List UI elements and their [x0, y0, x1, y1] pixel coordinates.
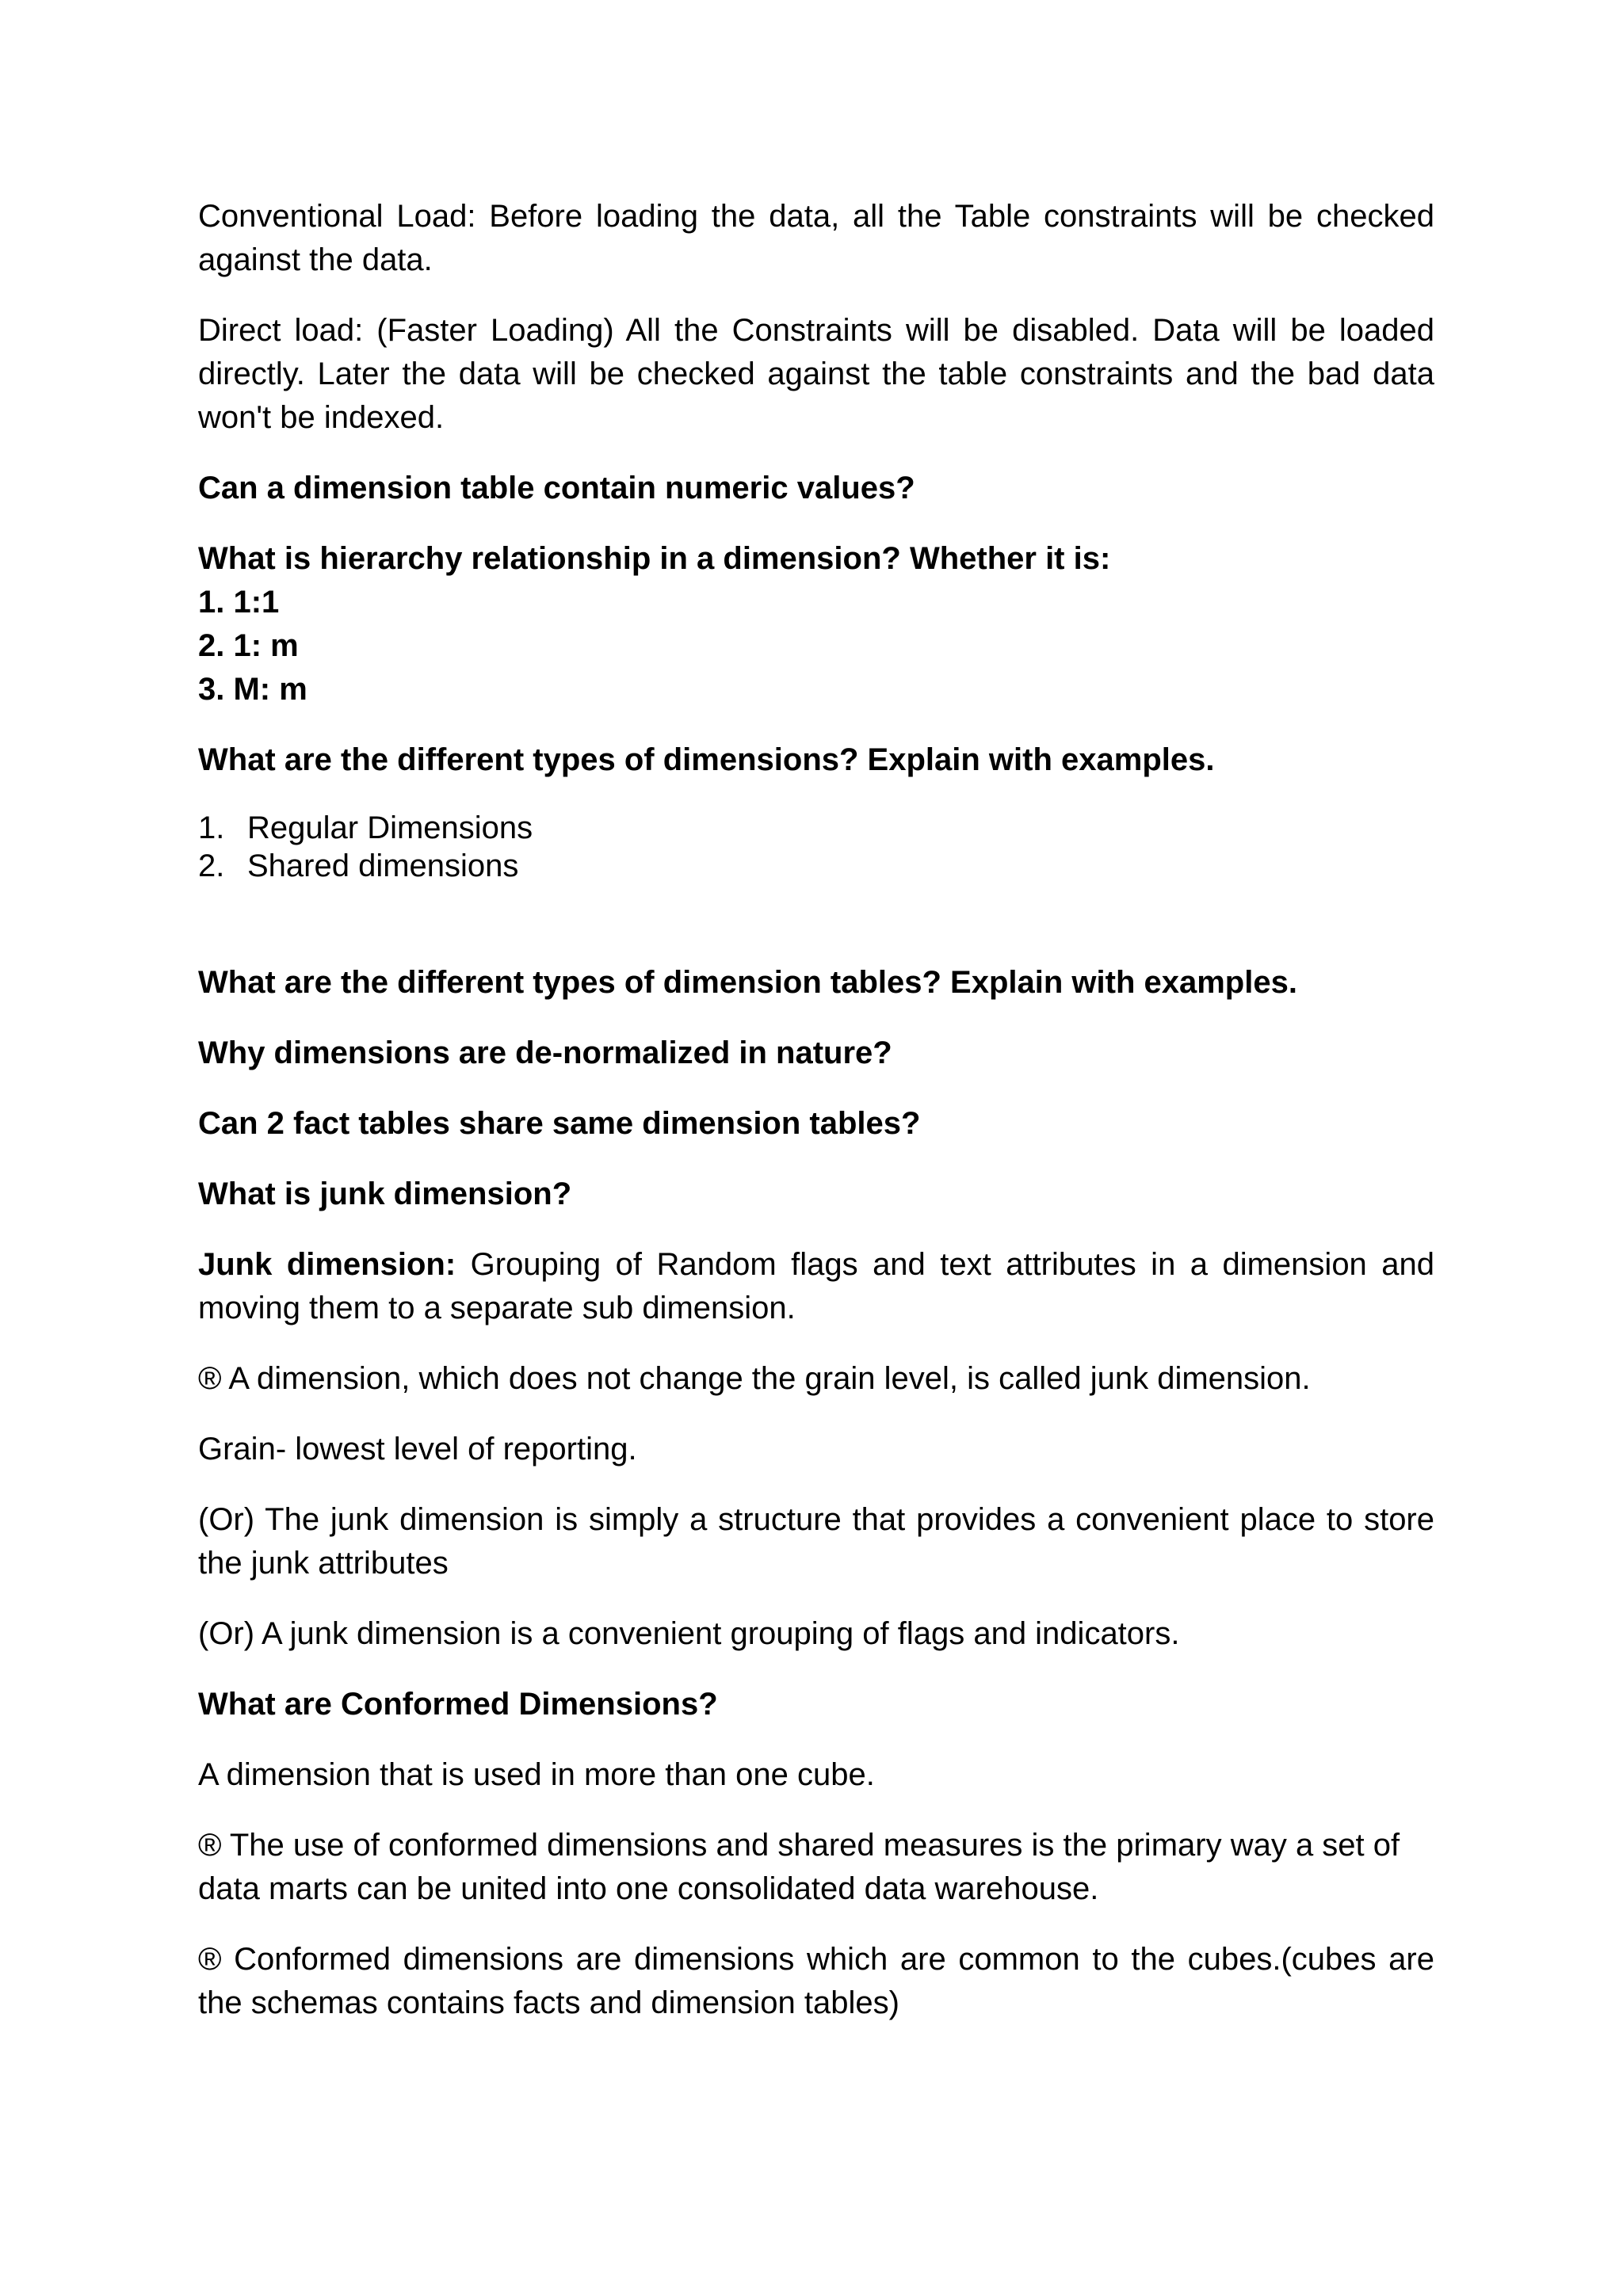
paragraph-grain-definition: Grain- lowest level of reporting. [198, 1432, 637, 1466]
question-hierarchy-option-2: 2. 1: m [198, 628, 299, 663]
question-share-dimension-tables: Can 2 fact tables share same dimension tables? [198, 1106, 921, 1141]
question-hierarchy-option-3: 3. M: m [198, 672, 307, 707]
paragraph-conformed-data-marts: ® The use of conformed dimensions and shared measures is the primary way a set of data marts can be united into one consolidated data warehouse. [198, 1828, 1400, 1906]
paragraph-conventional-load: Conventional Load: Before loading the data, all the Table constraints will be checked against the data. [198, 199, 1434, 277]
list-item [198, 847, 1434, 885]
page-content [198, 195, 1434, 2052]
list-item-number: 1. [198, 810, 225, 845]
question-hierarchy-relationship [198, 537, 1434, 711]
paragraph-direct-load: Direct load: (Faster Loading) All the Constraints will be disabled. Data will be loaded directly. Later the data will be checked against the table constraints and the bad data won't be indexed. [198, 313, 1434, 435]
junk-dimension-label: Junk dimension: [198, 1247, 456, 1282]
paragraph-conformed-definition: A dimension that is used in more than one cube. [198, 1757, 875, 1792]
question-denormalized: Why dimensions are de-normalized in nature? [198, 1035, 892, 1070]
list-item-number: 2. [198, 849, 225, 883]
paragraph-conformed-cubes: ® Conformed dimensions are dimensions which are common to the cubes.(cubes are the schemas contains facts and dimension tables) [198, 1942, 1434, 2020]
paragraph-junk-or-structure: (Or) The junk dimension is simply a structure that provides a convenient place to store the junk attributes [198, 1502, 1434, 1581]
question-types-of-dimensions: What are the different types of dimensions? Explain with examples. [198, 742, 1215, 777]
question-numeric-values: Can a dimension table contain numeric values? [198, 471, 915, 505]
question-hierarchy-line: What is hierarchy relationship in a dimension? Whether it is: [198, 541, 1111, 576]
list-item-text: Regular Dimensions [247, 810, 533, 845]
dimension-types-list [198, 809, 1434, 885]
question-junk-dimension: What is junk dimension? [198, 1177, 572, 1211]
paragraph-junk-or-grouping: (Or) A junk dimension is a convenient grouping of flags and indicators. [198, 1616, 1180, 1651]
question-conformed-dimensions: What are Conformed Dimensions? [198, 1687, 718, 1722]
question-hierarchy-option-1: 1. 1:1 [198, 585, 280, 620]
list-item-text: Shared dimensions [247, 849, 519, 883]
paragraph-junk-grain: ® A dimension, which does not change the grain level, is called junk dimension. [198, 1361, 1311, 1396]
paragraph-junk-definition [198, 1243, 1434, 1330]
junk-dimension-text: Grouping of Random flags and text attributes in a dimension and moving them to a separate sub dimension. [198, 1247, 1435, 1325]
list-item [198, 809, 1434, 847]
question-types-of-dimension-tables: What are the different types of dimension tables? Explain with examples. [198, 965, 1297, 1000]
